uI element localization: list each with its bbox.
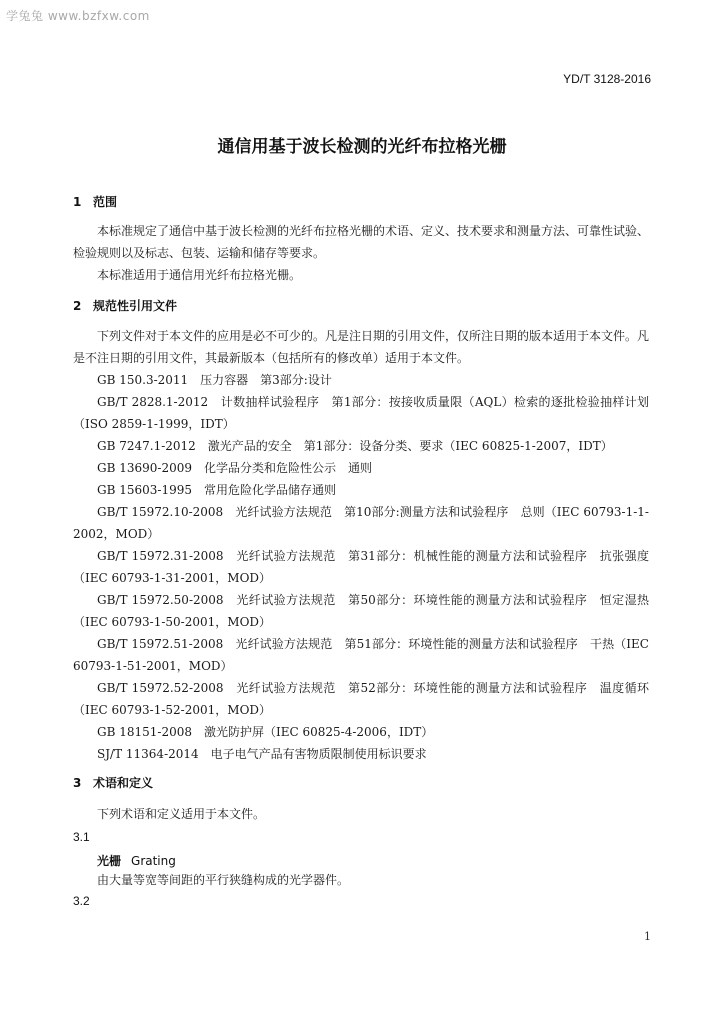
reference-item: GB/T 15972.52-2008 光纤试验方法规范 第52部分：环境性能的测量方法和试验程序 温度循环（IEC 60793-1-52-2001，MOD）	[73, 681, 649, 717]
section-title: 术语和定义	[93, 776, 154, 790]
watermark: 学兔兔 www.bzfxw.com	[6, 9, 150, 23]
reference-item: GB 7247.1-2012 激光产品的安全 第1部分：设备分类、要求（IEC 60825-1-2007，IDT）	[97, 439, 613, 453]
reference-item: GB/T 15972.31-2008 光纤试验方法规范 第31部分：机械性能的测量方法和试验程序 抗张强度（IEC 60793-1-31-2001，MOD）	[73, 549, 649, 585]
reference-item: GB/T 15972.50-2008 光纤试验方法规范 第50部分：环境性能的测量方法和试验程序 恒定湿热（IEC 60793-1-50-2001，MOD）	[73, 593, 649, 629]
document-title: 通信用基于波长检测的光纤布拉格光栅	[217, 137, 507, 157]
reference-item: GB 13690-2009 化学品分类和危险性公示 通则	[97, 461, 372, 475]
term-entry	[97, 852, 176, 869]
section-number: 3	[73, 776, 82, 790]
terms-intro: 下列术语和定义适用于本文件。	[97, 807, 266, 821]
section-title: 范围	[93, 195, 118, 209]
reference-item: GB/T 15972.10-2008 光纤试验方法规范 第10部分:测量方法和试验程序 总则（IEC 60793-1-1-2002，MOD）	[73, 505, 649, 541]
term-number: 3.2	[73, 894, 90, 908]
scope-paragraph-2: 本标准适用于通信用光纤布拉格光栅。	[97, 268, 302, 282]
references-intro: 下列文件对于本文件的应用是必不可少的。凡是注日期的引用文件，仅所注日期的版本适用于本文件。凡是不注日期的引用文件，其最新版本（包括所有的修改单）适用于本文件。	[73, 329, 650, 365]
section-heading-references	[73, 297, 177, 314]
section-number: 2	[73, 299, 82, 313]
section-title: 规范性引用文件	[93, 299, 178, 313]
scope-paragraph-1: 本标准规定了通信中基于波长检测的光纤布拉格光栅的术语、定义、技术要求和测量方法、可靠性试验、检验规则以及标志、包装、运输和储存等要求。	[73, 224, 650, 260]
reference-item: GB 150.3-2011 压力容器 第3部分:设计	[97, 373, 332, 387]
reference-item: GB/T 15972.51-2008 光纤试验方法规范 第51部分：环境性能的测量方法和试验程序 干热（IEC 60793-1-51-2001，MOD）	[73, 637, 649, 673]
term-definition: 由大量等宽等间距的平行狭缝构成的光学器件。	[97, 873, 350, 887]
section-heading-scope	[73, 193, 117, 210]
reference-item: SJ/T 11364-2014 电子电气产品有害物质限制使用标识要求	[97, 747, 427, 761]
term-english: Grating	[131, 854, 176, 868]
section-heading-terms	[73, 774, 153, 791]
reference-item: GB 15603-1995 常用危险化学品储存通则	[97, 483, 336, 497]
reference-item: GB/T 2828.1-2012 计数抽样试验程序 第1部分：按接收质量限（AQL）检索的逐批检验抽样计划（ISO 2859-1-1999，IDT）	[73, 395, 649, 431]
document-code: YD/T 3128-2016	[563, 72, 651, 86]
term-chinese: 光栅	[97, 854, 122, 868]
term-number: 3.1	[73, 830, 90, 844]
reference-item: GB 18151-2008 激光防护屏（IEC 60825-4-2006，IDT）	[97, 725, 434, 739]
section-number: 1	[73, 195, 82, 209]
page-number: 1	[644, 930, 651, 943]
